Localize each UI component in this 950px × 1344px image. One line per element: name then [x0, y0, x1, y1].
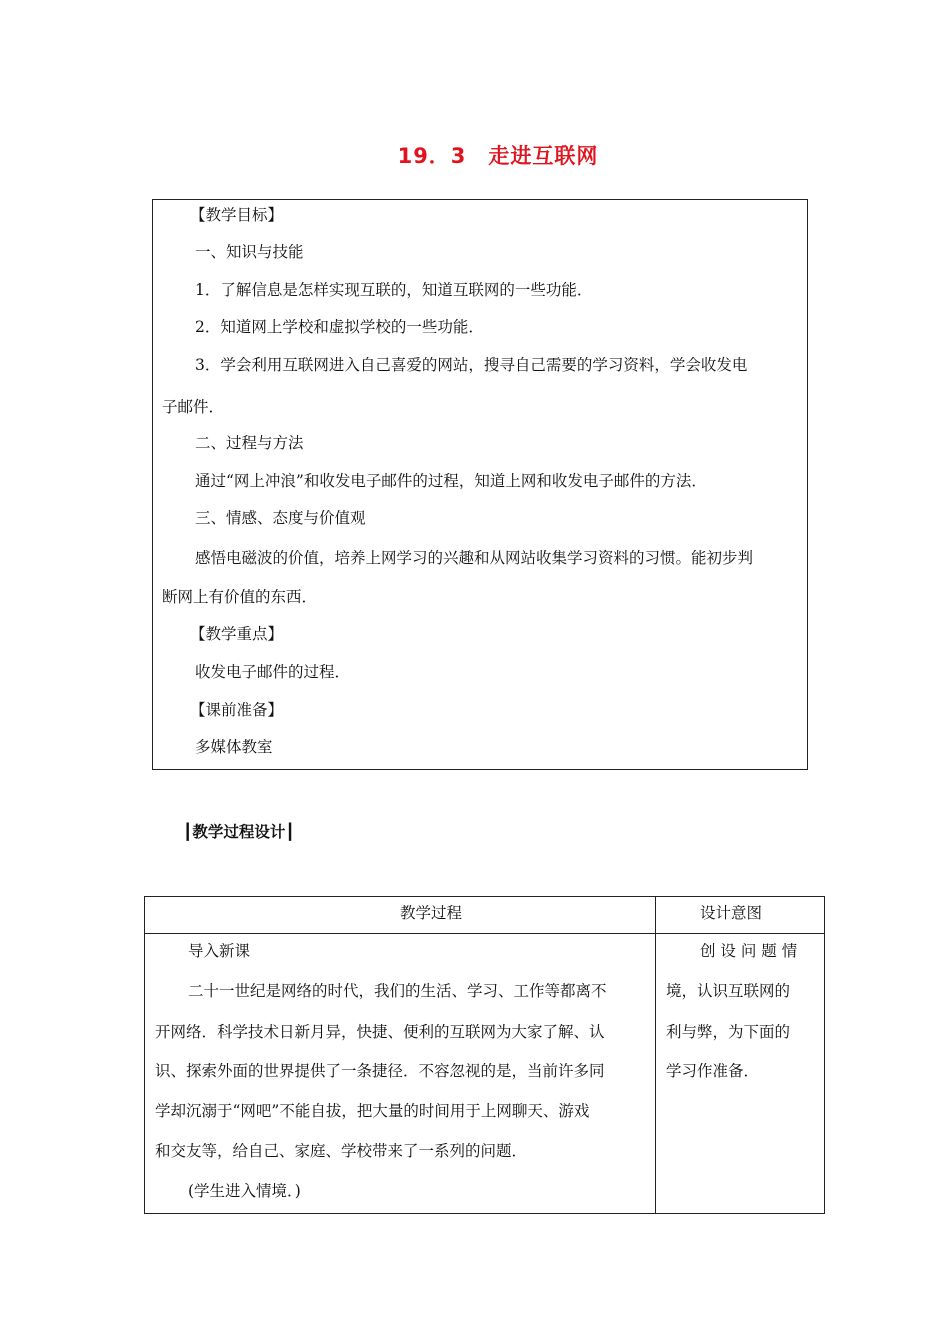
- objective-item: 2．知道网上学校和虚拟学校的一些功能．: [195, 318, 484, 336]
- objectives-heading: 【教学目标】: [190, 206, 284, 224]
- process-design-heading: ┃教学过程设计┃: [183, 823, 295, 841]
- process-line: 二十一世纪是网络的时代，我们的生活、学习、工作等都离不: [188, 982, 607, 1000]
- objective-item-continued: 子邮件．: [162, 398, 225, 416]
- page-title: 19．3 走进互联网: [397, 144, 599, 168]
- objective-item: 感悟电磁波的价值，培养上网学习的兴趣和从网站收集学习资料的习惯。能初步判: [195, 549, 754, 567]
- objective-item: 3．学会利用互联网进入自己喜爱的网站，搜寻自己需要的学习资料，学会收发电: [195, 356, 748, 374]
- key-points-heading: 【教学重点】: [190, 625, 284, 643]
- knowledge-skills-heading: 一、知识与技能: [195, 243, 304, 261]
- process-line: (学生进入情境．): [188, 1182, 301, 1200]
- process-line: 和交友等，给自己、家庭、学校带来了一系列的问题．: [155, 1142, 528, 1160]
- objective-item: 通过“网上冲浪”和收发电子邮件的过程，知道上网和收发电子邮件的方法．: [195, 472, 707, 490]
- process-method-heading: 二、过程与方法: [195, 434, 304, 452]
- key-points-text: 收发电子邮件的过程．: [195, 663, 351, 681]
- table-header-process: 教学过程: [400, 904, 463, 922]
- table-header-intent: 设计意图: [700, 904, 763, 922]
- intent-line: 境，认识互联网的: [666, 982, 791, 1000]
- table-column-divider: [655, 897, 656, 1213]
- process-line: 导入新课: [188, 942, 251, 960]
- objective-item-continued: 断网上有价值的东西．: [162, 588, 318, 606]
- process-line: 开网络．科学技术日新月异，快捷、便利的互联网为大家了解、认: [155, 1023, 605, 1041]
- preparation-text: 多媒体教室: [195, 738, 273, 756]
- intent-line: 学习作准备．: [666, 1062, 760, 1080]
- objective-item: 1．了解信息是怎样实现互联的，知道互联网的一些功能．: [195, 281, 593, 299]
- process-line: 识、探索外面的世界提供了一条捷径．不容忽视的是，当前许多同: [155, 1062, 605, 1080]
- intent-line: 利与弊，为下面的: [666, 1023, 791, 1041]
- process-line: 学却沉溺于“网吧”不能自拔，把大量的时间用于上网聊天、游戏: [155, 1102, 590, 1120]
- intent-line: 创 设 问 题 情: [700, 942, 798, 960]
- table-header-divider: [145, 933, 824, 934]
- preparation-heading: 【课前准备】: [190, 701, 284, 719]
- emotion-values-heading: 三、情感、态度与价值观: [195, 509, 366, 527]
